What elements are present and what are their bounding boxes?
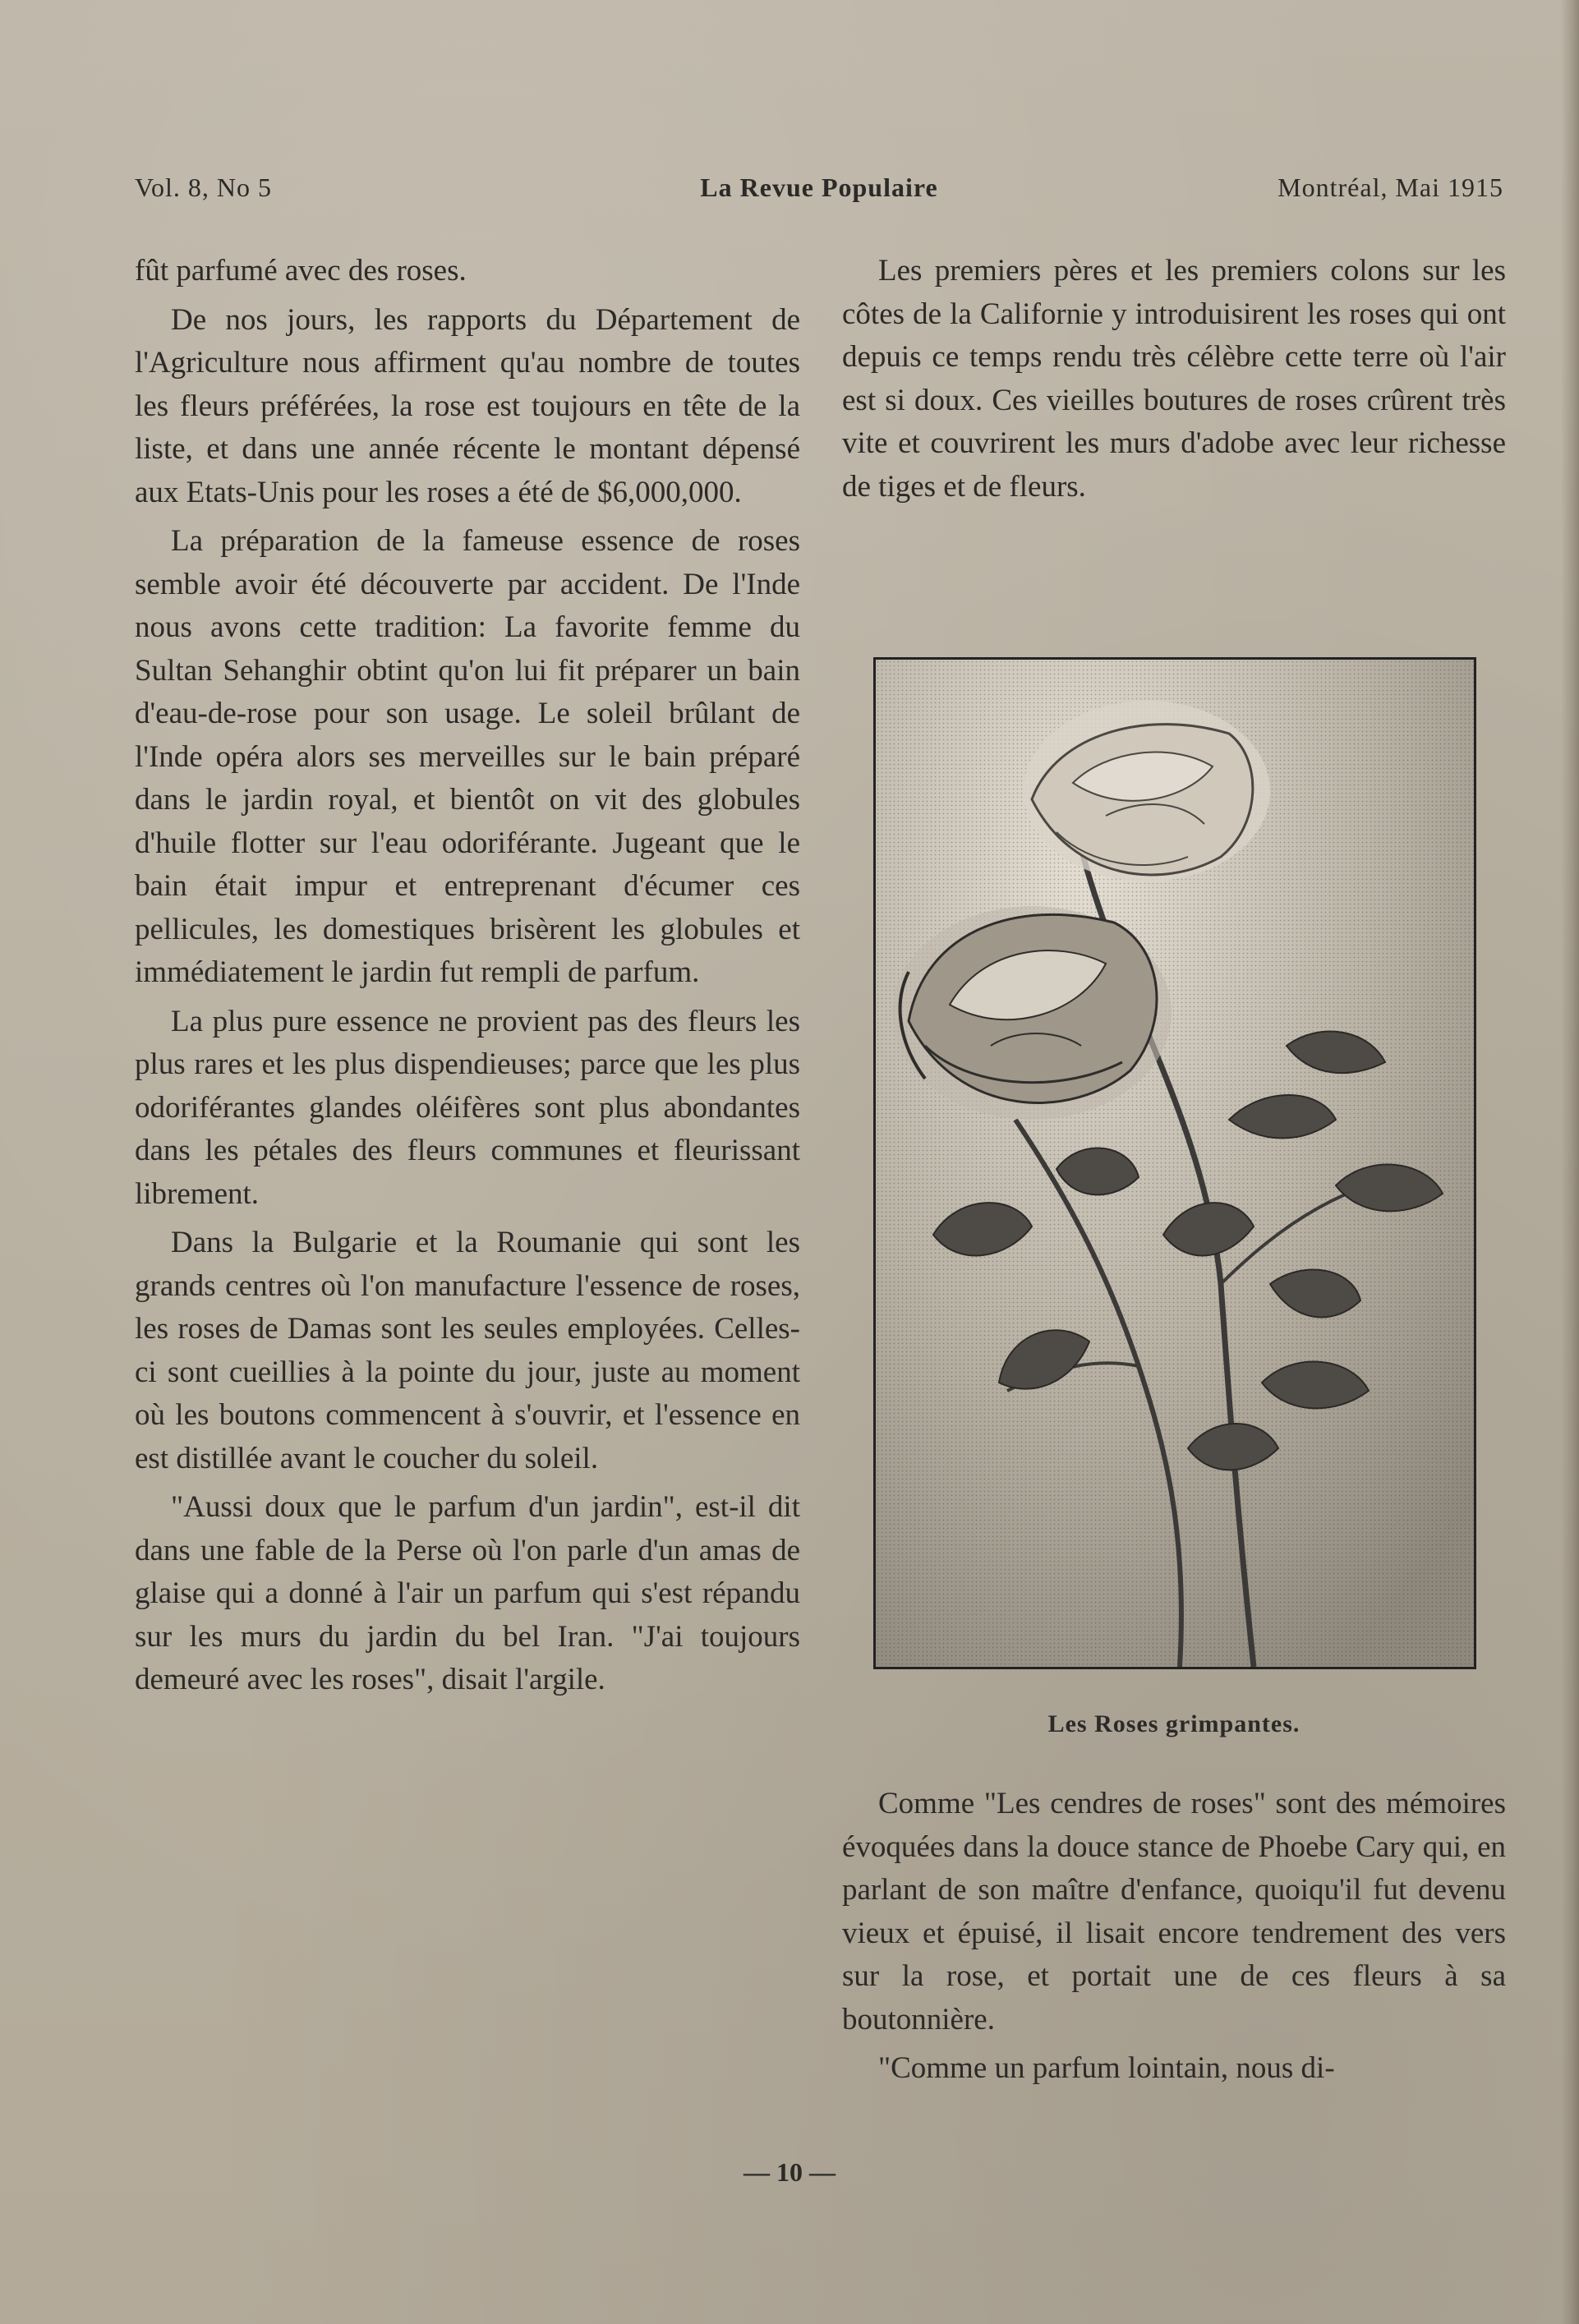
figure-caption: Les Roses grimpantes. [1047,1710,1300,1737]
paragraph: La plus pure essence ne provient pas des fleurs les plus rares et les plus dispendieuses; parce que les plus odoriférantes glandes oléifères sont plus abondantes dans les pétales des fleurs communes et fleurissant librement. [135,1004,800,1211]
paragraph: Dans la Bulgarie et la Roumanie qui sont les grands centres où l'on manufacture l'essence de roses, les roses de Damas sont les seules employées. Celles-ci sont cueillies à la pointe du jour, juste au moment où les boutons commencent à s'ouvrir, et l'essence en est distillée avant le coucher du soleil. [135,1226,800,1475]
upper-rose-flower [1024,701,1270,881]
right-column-top [842,250,1506,514]
roses-illustration [873,657,1476,1669]
lower-rose-flower [892,906,1172,1120]
paragraph: "Comme un parfum lointain, nous di- [878,2051,1335,2085]
issue-date: Montréal, Mai 1915 [1277,173,1503,202]
paragraph: "Aussi doux que le parfum d'un jardin", est-il dit dans une fable de la Perse où l'on parle d'un amas de glaise qui a donné à l'air un parfum qui s'est répandu sur les murs du jardin du bel Iran. "J'ai toujours demeuré avec les roses", disait l'argile. [135,1490,800,1696]
paragraph: Les premiers pères et les premiers colons sur les côtes de la Californie y introduisirent les roses qui ont depuis ce temps rendu très célèbre cette terre où l'air est si doux. Ces vieilles boutures de roses crûrent très vite et couvrirent les murs d'adobe avec leur richesse de tiges et de fleurs. [842,254,1506,504]
running-header [135,173,1503,214]
publication-title: La Revue Populaire [700,173,938,202]
paragraph: De nos jours, les rapports du Département de l'Agriculture nous affirment qu'au nombre de toutes les fleurs préférées, la rose est toujours en tête de la liste, et dans une année récente le montant dépensé aux Etats-Unis pour les roses a été de $6,000,000. [135,302,800,509]
left-column [135,250,800,1708]
paragraph: fût parfumé avec des roses. [135,254,467,288]
paragraph: La préparation de la fameuse essence de roses semble avoir été découverte par accident. De l'Inde nous avons cette tradition: La favorite femme du Sultan Sehanghir obtint qu'on lui fit préparer un bain d'eau-de-rose pour son usage. Le soleil brûlant de l'Inde opéra alors ses merveilles sur le bain préparé dans le jardin royal, et bientôt on vit des globules d'huile flotter sur l'eau odoriférante. Jugeant que le bain était impur et entreprenant d'écumer ces pellicules, les domestiques brisèrent les globules et immédiatement le jardin fut rempli de parfum. [135,524,800,989]
volume-number: Vol. 8, No 5 [135,173,272,202]
page-number: — 10 — [743,2157,836,2187]
right-column-bottom [842,1783,1506,2096]
page-edge-shadow [1561,0,1579,2324]
paragraph: Comme "Les cendres de roses" sont des mémoires évoquées dans la douce stance de Phoebe Cary qui, en parlant de son maître d'enfance, quoiqu'il fut devenu vieux et épuisé, il lisait encore tendrement des vers sur la rose, et portait une de ces fleurs à sa boutonnière. [842,1787,1506,2036]
